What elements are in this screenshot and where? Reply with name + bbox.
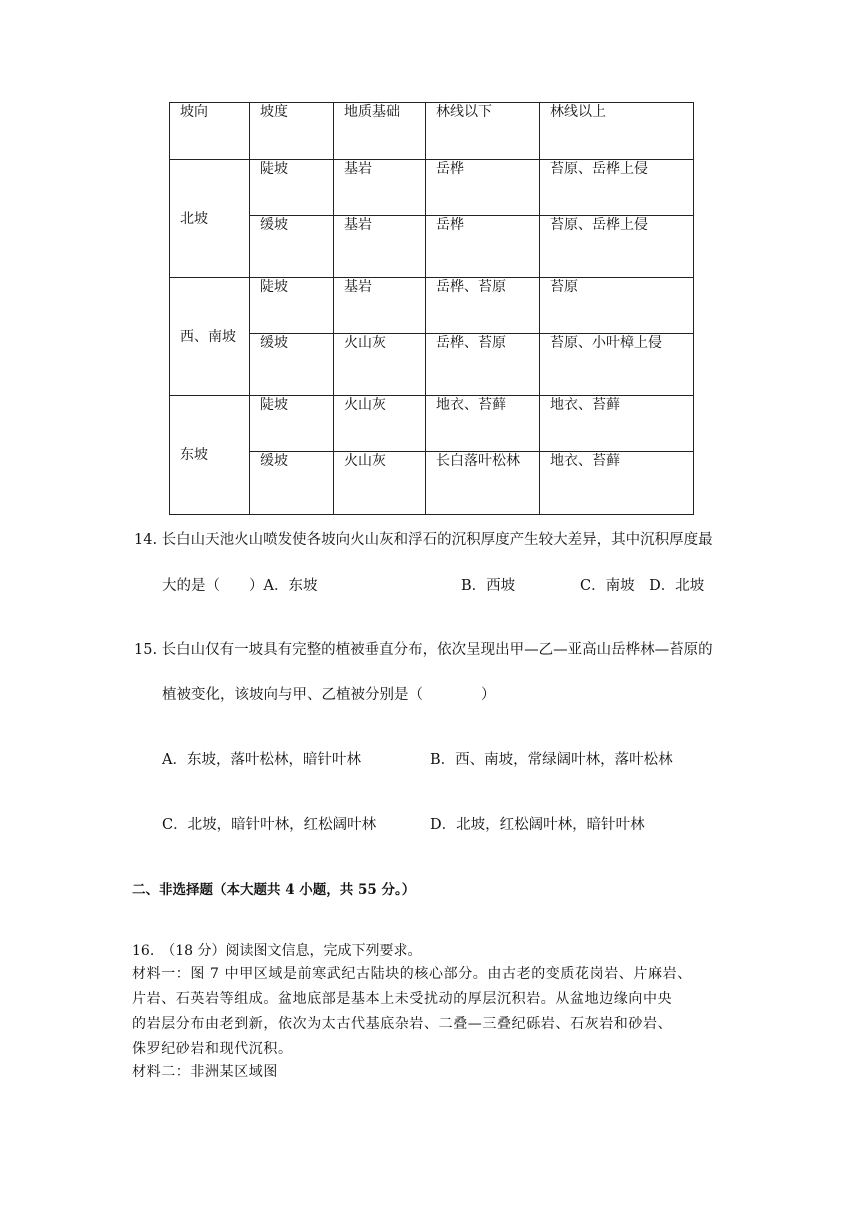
q14-stem-line2: 大的是（ ）A．东坡 [162,578,318,594]
table-header-row [170,103,694,160]
table-row [170,160,694,216]
table-cell: 长白落叶松林 [426,452,540,515]
table-cell: 基岩 [334,160,426,216]
q15-stem-line2: 植被变化，该坡向与甲、乙植被分别是（ ） [162,687,496,703]
material-1-line2: 片岩、石英岩等组成。盆地底部是基本上未受扰动的厚层沉积岩。从盆地边缘向中央 [132,991,673,1007]
table-cell: 基岩 [334,278,426,334]
table-cell: 岳桦、苔原 [426,278,540,334]
material-1-line4: 侏罗纪砂岩和现代沉积。 [132,1041,293,1057]
table-row [170,278,694,334]
aspect-cell: 西、南坡 [170,278,250,396]
table-cell: 缓坡 [250,452,334,515]
table-cell: 缓坡 [250,334,334,396]
table-cell: 岳桦、苔原 [426,334,540,396]
table-cell: 地衣、苔藓 [540,452,694,515]
aspect-cell: 东坡 [170,396,250,515]
q14-option-b: B．西坡 [461,578,516,594]
aspect-cell: 北坡 [170,160,250,278]
table-cell: 陡坡 [250,396,334,452]
material-2: 材料二：非洲某区域图 [132,1064,278,1080]
table-cell: 苔原 [540,278,694,334]
table-cell: 火山灰 [334,334,426,396]
table-cell: 陡坡 [250,160,334,216]
table-row [170,396,694,452]
q15-option-d: D．北坡，红松阔叶林，暗针叶林 [430,817,645,833]
table-cell: 岳桦 [426,160,540,216]
table-cell: 陡坡 [250,278,334,334]
table-cell: 苔原、岳桦上侵 [540,216,694,278]
material-1-line1: 材料一：图 7 中甲区域是前寒武纪古陆块的核心部分。由古老的变质花岗岩、片麻岩、 [132,966,692,982]
header-cell: 坡度 [250,103,334,160]
header-cell: 林线以上 [540,103,694,160]
table-cell: 岳桦 [426,216,540,278]
table-cell: 地衣、苔藓 [540,396,694,452]
section-heading: 二、非选择题（本大题共 4 小题，共 55 分。） [132,882,416,898]
q15-option-a: A．东坡，落叶松林，暗针叶林 [162,752,361,768]
table-cell: 缓坡 [250,216,334,278]
q15-stem-line1: 15. 长白山仅有一坡具有完整的植被垂直分布，依次呈现出甲—乙—亚高山岳桦林—苔原的 [134,642,713,658]
vegetation-table [169,102,694,515]
table-cell: 火山灰 [334,396,426,452]
q15-option-b: B．西、南坡，常绿阔叶林，落叶松林 [430,752,673,768]
table-cell: 基岩 [334,216,426,278]
table-cell: 苔原、岳桦上侵 [540,160,694,216]
table-cell: 苔原、小叶樟上侵 [540,334,694,396]
q14-option-cd: C．南坡 D．北坡 [580,578,705,594]
q14-stem-line1: 14. 长白山天池火山喷发使各坡向火山灰和浮石的沉积厚度产生较大差异，其中沉积厚度最 [134,532,713,548]
header-cell: 地质基础 [334,103,426,160]
material-1-line3: 的岩层分布由老到新，依次为太古代基底杂岩、二叠—三叠纪砾岩、石灰岩和砂岩、 [132,1016,673,1032]
header-cell: 林线以下 [426,103,540,160]
table-cell: 地衣、苔藓 [426,396,540,452]
header-cell: 坡向 [170,103,250,160]
q16-heading: 16. （18 分）阅读图文信息，完成下列要求。 [132,943,422,959]
table-cell: 火山灰 [334,452,426,515]
q15-option-c: C．北坡，暗针叶林，红松阔叶林 [162,817,377,833]
